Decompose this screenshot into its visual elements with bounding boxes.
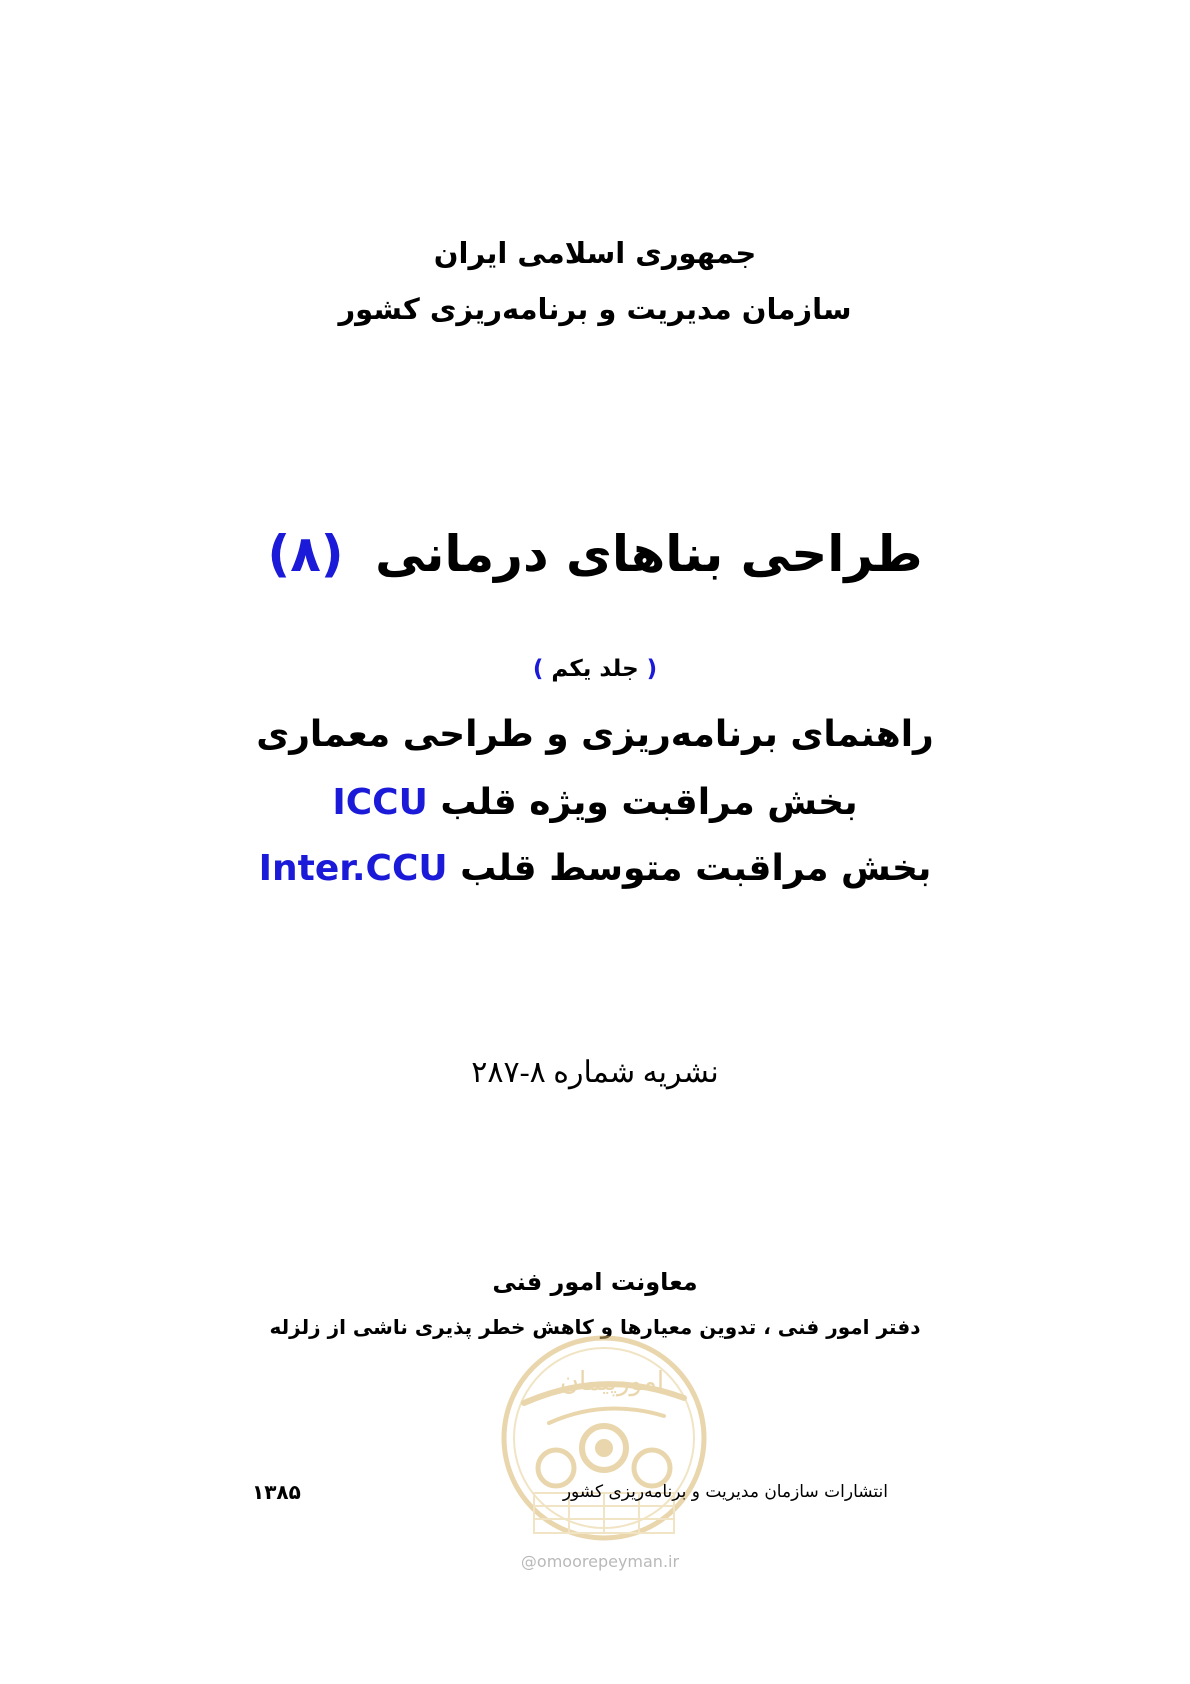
- country-name: جمهوری اسلامی ایران: [433, 236, 757, 270]
- subtitle-line-1: راهنمای برنامه‌ریزی و طراحی معماری: [256, 714, 934, 755]
- issuer-deputy: معاونت امور فنی: [492, 1268, 698, 1296]
- subtitle-line-3: [0, 848, 1190, 889]
- footer-publisher: انتشارات سازمان مدیریت و برنامه‌ریزی کشور: [562, 1482, 888, 1502]
- watermark-logo-text: امورپیمان: [559, 1367, 665, 1397]
- issuer-office: دفتر امور فنی ، تدوین معیارها و کاهش خطر پذیری ناشی از زلزله: [269, 1315, 921, 1339]
- organization-name: سازمان مدیریت و برنامه‌ریزی کشور: [338, 292, 852, 326]
- title-text: طراحی بناهای درمانی: [375, 525, 923, 583]
- title-number: (۸): [267, 525, 344, 583]
- footer-year: ۱۳۸۵: [252, 1480, 301, 1504]
- subtitle-line-2-latin: ICCU: [332, 782, 428, 823]
- watermark-url: @omoorepeyman.ir: [520, 1552, 680, 1571]
- volume-text: جلد یکم: [551, 656, 639, 682]
- subtitle-line-3-text: بخش مراقبت متوسط قلب: [460, 848, 932, 889]
- volume-label: [0, 656, 1190, 682]
- subtitle-line-2-text: بخش مراقبت ویژه قلب: [440, 782, 858, 823]
- subtitle-line-2: [0, 782, 1190, 823]
- publication-number: نشریه شماره ۸-۲۸۷: [471, 1056, 719, 1089]
- watermark-seal-icon: [494, 1328, 714, 1568]
- subtitle-line-3-latin: Inter.CCU: [258, 848, 448, 889]
- volume-paren-open: (: [646, 656, 658, 682]
- volume-paren-close: ): [532, 656, 544, 682]
- document-title: [0, 525, 1190, 583]
